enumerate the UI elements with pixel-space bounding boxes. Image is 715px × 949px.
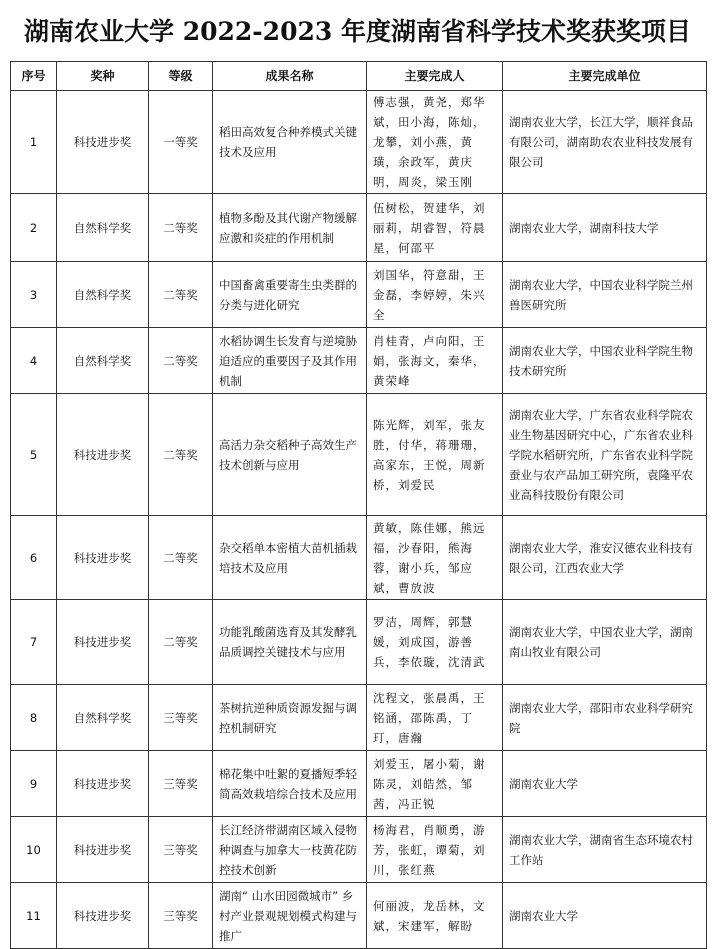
cell-people: 陈光辉，刘军，张友胜，付华，蒋珊珊，高家东，王悦，周新桥，刘爱民: [367, 394, 503, 516]
cell-type: 科技进步奖: [57, 751, 149, 817]
cell-type: 自然科学奖: [57, 262, 149, 328]
table-row: [11, 883, 707, 949]
cell-type: 自然科学奖: [57, 685, 149, 751]
cell-seq: 5: [11, 394, 57, 516]
cell-achievement: 水稻协调生长发育与逆境胁迫适应的重要因子及其作用机制: [213, 328, 367, 394]
cell-people: 罗洁，周辉，郭慧媛，刘成国，游善兵，李依璇，沈清武: [367, 600, 503, 685]
cell-people: 黄敏，陈佳娜，熊远福，沙春阳，熊海蓉，谢小兵，邹应斌，曹放波: [367, 516, 503, 600]
cell-achievement: 棉花集中吐絮的夏播短季轻简高效栽培综合技术及应用: [213, 751, 367, 817]
cell-type: 科技进步奖: [57, 600, 149, 685]
table-row: [11, 328, 707, 394]
cell-seq: 1: [11, 91, 57, 194]
cell-units: 湖南农业大学，中国农业科学院兰州兽医研究所: [503, 262, 707, 328]
cell-type: 科技进步奖: [57, 394, 149, 516]
cell-type: 科技进步奖: [57, 91, 149, 194]
header-seq: 序号: [11, 62, 57, 91]
cell-units: 湖南农业大学: [503, 883, 707, 949]
cell-seq: 10: [11, 817, 57, 883]
table-row: [11, 262, 707, 328]
header-people: 主要完成人: [367, 62, 503, 91]
cell-achievement: 杂交稻单本密植大苗机插栽培技术及应用: [213, 516, 367, 600]
cell-people: 沈程文，张晨禹，王铭涵，邵陈禹，丁玎，唐瀚: [367, 685, 503, 751]
cell-level: 二等奖: [149, 600, 213, 685]
table-row: [11, 817, 707, 883]
cell-type: 自然科学奖: [57, 328, 149, 394]
cell-achievement: 中国畜禽重要寄生虫类群的分类与进化研究: [213, 262, 367, 328]
cell-units: 湖南农业大学，广东省农业科学院农业生物基因研究中心，广东省农业科学院水稻研究所，广东省农业科学院蚕业与农产品加工研究所，袁隆平农业高科技股份有限公司: [503, 394, 707, 516]
cell-people: 刘国华，符意甜，王金磊，李婷婷，朱兴全: [367, 262, 503, 328]
cell-seq: 8: [11, 685, 57, 751]
cell-level: 三等奖: [149, 685, 213, 751]
cell-seq: 2: [11, 194, 57, 262]
table-row: [11, 685, 707, 751]
cell-type: 科技进步奖: [57, 883, 149, 949]
cell-units: 湖南农业大学，长江大学，顺祥食品有限公司，湖南助农农业科技发展有限公司: [503, 91, 707, 194]
cell-level: 三等奖: [149, 883, 213, 949]
cell-people: 伍树松，贺建华，刘丽莉，胡睿智，符晨星，何邵平: [367, 194, 503, 262]
header-level: 等级: [149, 62, 213, 91]
cell-level: 二等奖: [149, 328, 213, 394]
cell-units: 湖南农业大学，中国农业大学，湖南南山牧业有限公司: [503, 600, 707, 685]
cell-seq: 11: [11, 883, 57, 949]
cell-people: 何丽波，龙岳林，文斌，宋建军，解盼: [367, 883, 503, 949]
table-row: [11, 394, 707, 516]
cell-type: 科技进步奖: [57, 817, 149, 883]
table-row: [11, 600, 707, 685]
header-type: 奖种: [57, 62, 149, 91]
cell-achievement: 植物多酚及其代谢产物缓解应激和炎症的作用机制: [213, 194, 367, 262]
cell-units: 湖南农业大学，邵阳市农业科学研究院: [503, 685, 707, 751]
cell-achievement: 稻田高效复合种养模式关键技术及应用: [213, 91, 367, 194]
cell-seq: 6: [11, 516, 57, 600]
table-row: [11, 91, 707, 194]
cell-level: 二等奖: [149, 516, 213, 600]
cell-seq: 3: [11, 262, 57, 328]
cell-units: 湖南农业大学，淮安汉德农业科技有限公司，江西农业大学: [503, 516, 707, 600]
cell-people: 杨海君，肖顺勇，游芳，张虹，谭菊，刘川，张红燕: [367, 817, 503, 883]
table-row: [11, 751, 707, 817]
table-row: [11, 516, 707, 600]
cell-achievement: 长江经济带湖南区域入侵物种调查与加拿大一枝黄花防控技术创新: [213, 817, 367, 883]
cell-type: 科技进步奖: [57, 516, 149, 600]
cell-units: 湖南农业大学，湖南省生态环境农村工作站: [503, 817, 707, 883]
header-units: 主要完成单位: [503, 62, 707, 91]
cell-level: 二等奖: [149, 394, 213, 516]
cell-people: 肖桂青，卢向阳，王娟，张海文，秦华，黄荣峰: [367, 328, 503, 394]
cell-achievement: 湖南“ 山水田园微城市” 乡村产业景观规划模式构建与推广: [213, 883, 367, 949]
cell-units: 湖南农业大学: [503, 751, 707, 817]
cell-people: 刘爱玉，屠小菊，谢陈灵，刘皓然，邹茜，冯正锐: [367, 751, 503, 817]
cell-achievement: 高活力杂交稻种子高效生产技术创新与应用: [213, 394, 367, 516]
cell-units: 湖南农业大学，湖南科技大学: [503, 194, 707, 262]
cell-seq: 7: [11, 600, 57, 685]
header-achievement: 成果名称: [213, 62, 367, 91]
cell-achievement: 茶树抗逆种质资源发掘与调控机制研究: [213, 685, 367, 751]
page-title: 湖南农业大学 2022-2023 年度湖南省科学技术奖获奖项目: [24, 17, 691, 46]
awards-table: [10, 61, 707, 949]
cell-units: 湖南农业大学，中国农业科学院生物技术研究所: [503, 328, 707, 394]
cell-level: 二等奖: [149, 262, 213, 328]
table-row: [11, 194, 707, 262]
cell-level: 二等奖: [149, 194, 213, 262]
cell-type: 自然科学奖: [57, 194, 149, 262]
table-header-row: [11, 62, 707, 91]
cell-people: 傅志强，黄尧，郑华斌，田小海，陈灿，龙攀，刘小燕，黄璜，余政军，黄庆明，周炎，梁玉刚: [367, 91, 503, 194]
cell-level: 三等奖: [149, 751, 213, 817]
cell-level: 三等奖: [149, 817, 213, 883]
cell-seq: 4: [11, 328, 57, 394]
cell-achievement: 功能乳酸菌选育及其发酵乳品质调控关键技术与应用: [213, 600, 367, 685]
cell-seq: 9: [11, 751, 57, 817]
cell-level: 一等奖: [149, 91, 213, 194]
